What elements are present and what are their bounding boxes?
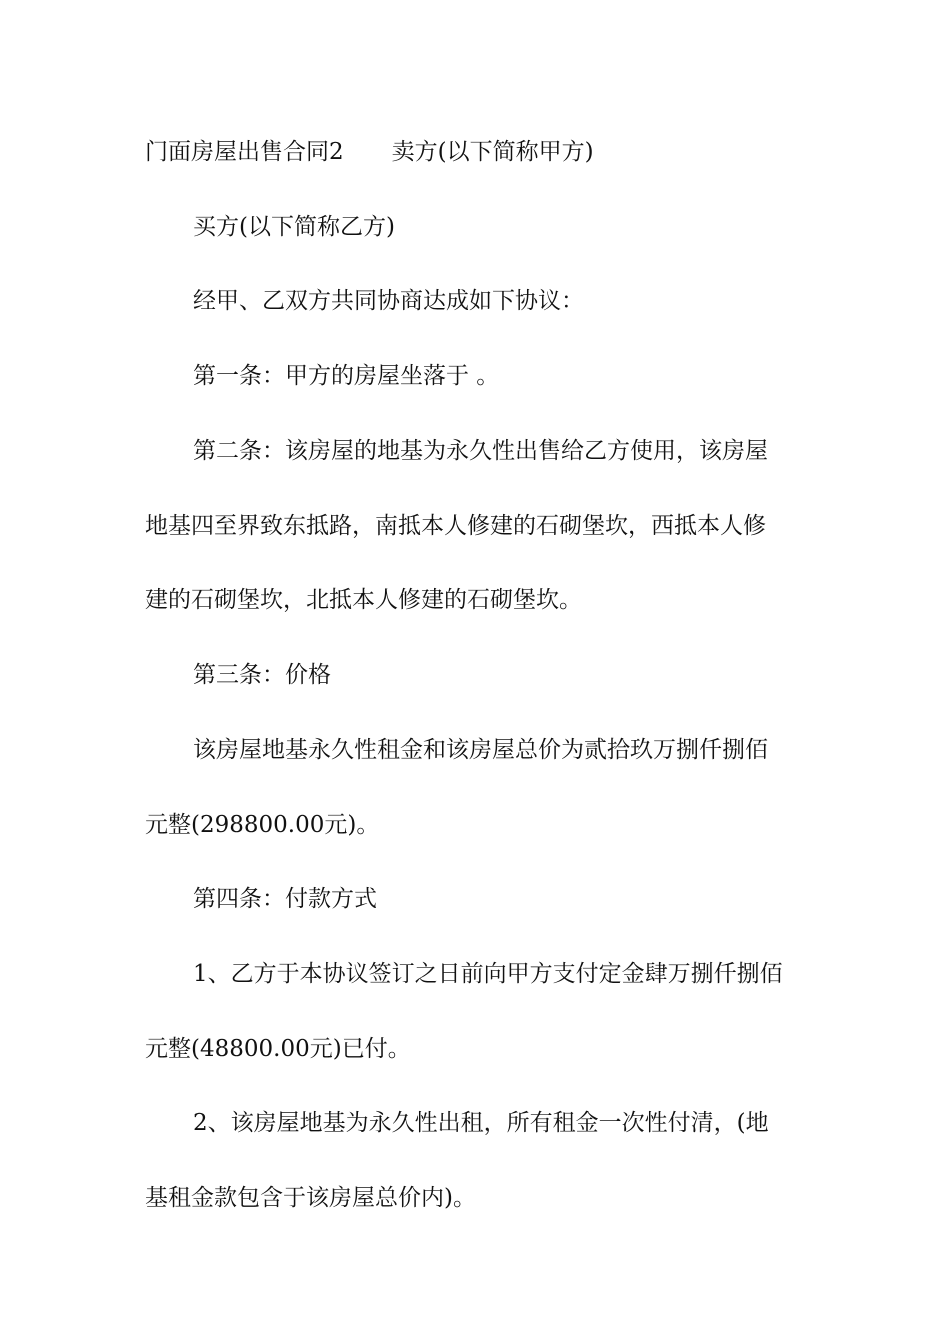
article-2-line-1: 第二条：该房屋的地基为永久性出售给乙方使用，该房屋 — [193, 438, 768, 464]
price-line-2: 元整(298800.00元)。 — [145, 812, 380, 838]
article-3-heading: 第三条：价格 — [193, 662, 331, 688]
seller-label: 卖方(以下简称甲方) — [391, 139, 594, 165]
buyer-label: 买方(以下简称乙方) — [193, 214, 395, 240]
article-4-heading: 第四条：付款方式 — [193, 886, 377, 912]
article-1: 第一条：甲方的房屋坐落于 。 — [193, 363, 500, 389]
payment-item-1-line-1: 1、乙方于本协议签订之日前向甲方支付定金肆万捌仟捌佰 — [193, 961, 783, 987]
payment-item-1-line-2: 元整(48800.00元)已付。 — [145, 1036, 411, 1062]
price-line-1: 该房屋地基永久性租金和该房屋总价为贰拾玖万捌仟捌佰 — [193, 737, 768, 763]
article-2-line-3: 建的石砌堡坎，北抵本人修建的石砌堡坎。 — [145, 587, 582, 613]
payment-item-2-line-2: 基租金款包含于该房屋总价内)。 — [145, 1185, 476, 1211]
document-title: 门面房屋出售合同2 — [145, 139, 344, 165]
agreement-intro: 经甲、乙双方共同协商达成如下协议： — [193, 288, 584, 314]
payment-item-2-line-1: 2、该房屋地基为永久性出租，所有租金一次性付清，(地 — [193, 1110, 769, 1136]
article-2-line-2: 地基四至界致东抵路，南抵本人修建的石砌堡坎，西抵本人修 — [145, 513, 766, 539]
title-line — [145, 137, 594, 167]
